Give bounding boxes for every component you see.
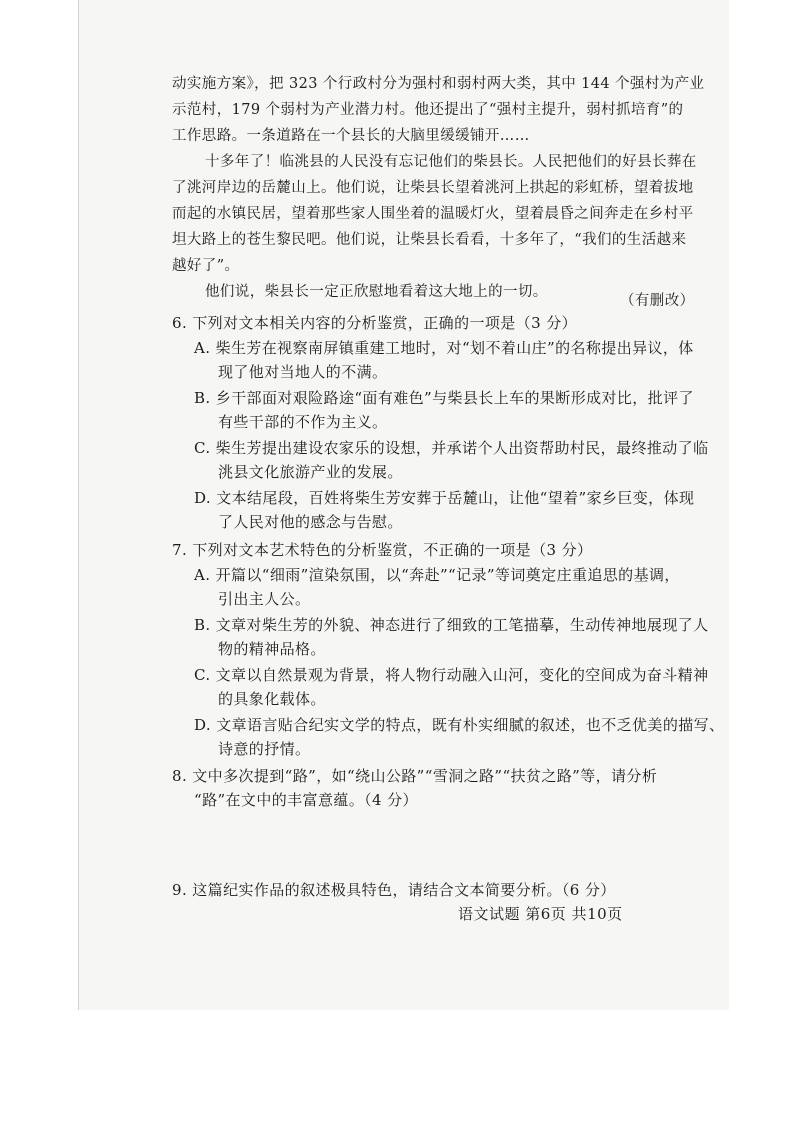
q6-option-a: A. 柴生芳在视察南屏镇重建工地时，对“划不着山庄”的名称提出异议，体 bbox=[194, 339, 694, 357]
passage-line: 坦大路上的苍生黎民吧。他们说，让柴县长看看，十多年了，“我们的生活越来 bbox=[172, 232, 687, 248]
passage-line: 动实施方案》，把 323 个行政村分为强村和弱村两大类，其中 144 个强村为产业 bbox=[172, 76, 705, 92]
passage-line: 十多年了！临洮县的人民没有忘记他们的柴县长。人民把他们的好县长葬在 bbox=[205, 154, 697, 170]
passage-line: 了洮河岸边的岳麓山上。他们说，让柴县长望着洮河上拱起的彩虹桥，望着拔地 bbox=[172, 180, 694, 196]
q6-option-d-cont: 了人民对他的感念与告慰。 bbox=[218, 513, 403, 531]
source-note: （有删改） bbox=[620, 293, 695, 309]
q7-option-d-cont: 诗意的抒情。 bbox=[218, 740, 311, 758]
q7-option-c-cont: 的具象化载体。 bbox=[218, 690, 326, 708]
q7-option-b: B. 文章对柴生芳的外貌、神态进行了细致的工笔描摹，生动传神地展现了人 bbox=[194, 616, 709, 634]
question-7-stem: 7. 下列对文本艺术特色的分析鉴赏，不正确的一项是（3 分） bbox=[172, 541, 593, 559]
passage-line: 他们说，柴县长一定正欣慰地看着这大地上的一切。 bbox=[205, 284, 548, 300]
q6-option-d: D. 文本结尾段，百姓将柴生芳安葬于岳麓山，让他“望着”家乡巨变，体现 bbox=[194, 489, 695, 507]
q7-option-a-cont: 引出主人公。 bbox=[218, 590, 311, 608]
q7-option-b-cont: 物的精神品格。 bbox=[218, 640, 326, 658]
q6-option-a-cont: 现了他对当地人的不满。 bbox=[218, 363, 388, 381]
question-9-line: 9. 这篇纪实作品的叙述极具特色，请结合文本简要分析。（6 分） bbox=[172, 881, 616, 899]
question-6-stem: 6. 下列对文本相关内容的分析鉴赏，正确的一项是（3 分） bbox=[172, 314, 577, 332]
question-8-line: 8. 文中多次提到“路”，如“绕山公路”“雪洞之路”“扶贫之路”等，请分析 bbox=[172, 767, 658, 785]
q6-option-b-cont: 有些干部的不作为主义。 bbox=[218, 413, 388, 431]
q7-option-d: D. 文章语言贴合纪实文学的特点，既有朴实细腻的叙述，也不乏优美的描写、 bbox=[194, 716, 725, 734]
q6-option-c-cont: 洮县文化旅游产业的发展。 bbox=[218, 463, 403, 481]
q6-option-b: B. 乡干部面对艰险路途“面有难色”与柴县长上车的果断形成对比，批评了 bbox=[194, 389, 694, 407]
passage-line: 工作思路。一条道路在一个县长的大脑里缓缓铺开…… bbox=[172, 128, 530, 144]
passage-line: 示范村，179 个弱村为产业潜力村。他还提出了“强村主提升，弱村抓培育”的 bbox=[172, 102, 684, 118]
q7-option-a: A. 开篇以“细雨”渲染氛围，以“奔赴”“记录”等词奠定庄重追思的基调， bbox=[194, 566, 680, 584]
q7-option-c: C. 文章以自然景观为背景，将人物行动融入山河，变化的空间成为奋斗精神 bbox=[194, 666, 709, 684]
question-8-line: “路”在文中的丰富意蕴。（4 分） bbox=[194, 791, 418, 809]
q6-option-c: C. 柴生芳提出建设农家乐的设想，并承诺个人出资帮助村民，最终推动了临 bbox=[194, 439, 709, 457]
passage-line: 越好了”。 bbox=[172, 258, 240, 274]
page-footer: 语文试题 第6页 共10页 bbox=[458, 905, 623, 923]
passage-line: 而起的水镇民居，望着那些家人围坐着的温暖灯火，望着晨昏之间奔走在乡村平 bbox=[172, 206, 694, 222]
